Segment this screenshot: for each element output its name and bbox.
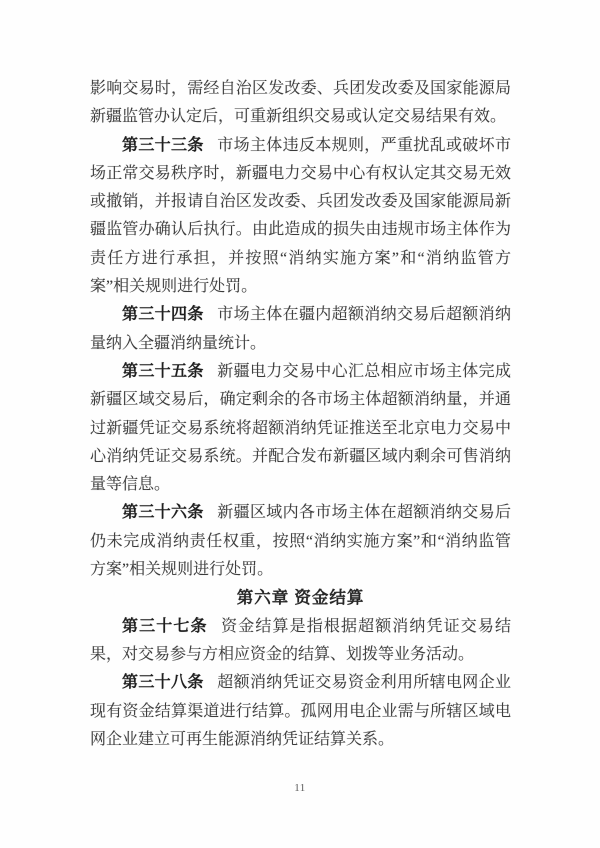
chapter-heading: 第六章 资金结算: [236, 588, 365, 608]
article-34-label: 第三十四条: [122, 306, 204, 324]
article-37-text: 资金结算是指根据超额消纳凭证交易结果，对交易参与方相应资金的结算、划拨等业务活动。: [90, 617, 511, 663]
article-37-label: 第三十七条: [122, 617, 208, 635]
article-36-text: 新疆区域内各市场主体在超额消纳交易后仍未完成消纳责任权重，按照“消纳实施方案”和“消纳监管方案”相关规则进行处罚。: [90, 504, 511, 579]
article-33: [90, 132, 511, 302]
article-35-label: 第三十五条: [122, 362, 204, 380]
article-38-label: 第三十八条: [122, 674, 204, 692]
article-35-text: 新疆电力交易中心汇总相应市场主体完成新疆区域交易后，确定剩余的各市场主体超额消纳量，并通过新疆凭证交易系统将超额消纳凭证推送至北京电力交易中心消纳凭证交易系统。并配合发布新疆区域内剩余可售消纳量等信息。: [90, 362, 511, 494]
article-34: [90, 301, 511, 358]
article-36: [90, 499, 511, 584]
article-35: [90, 358, 511, 499]
page-content: [90, 75, 511, 754]
page-number: 11: [294, 782, 306, 794]
article-38: [90, 669, 511, 754]
article-33-text: 市场主体违反本规则，严重扰乱或破坏市场正常交易秩序时，新疆电力交易中心有权认定其交易无效或撤销，并报请自治区发改委、兵团发改委及国家能源局新疆监管办确认后执行。由此造成的损失由违规市场主体作为责任方进行承担，并按照“消纳实施方案”和“消纳监管方案”相关规则进行处罚。: [90, 136, 511, 296]
article-37: [90, 613, 511, 670]
article-34-text: 市场主体在疆内超额消纳交易后超额消纳量纳入全疆消纳量统计。: [90, 306, 511, 352]
paragraph-continuation: 影响交易时，需经自治区发改委、兵团发改委及国家能源局新疆监管办认定后，可重新组织交易或认定交易结果有效。: [90, 80, 511, 126]
article-38-text: 超额消纳凭证交易资金利用所辖电网企业现有资金结算渠道进行结算。孤网用电企业需与所辖区域电网企业建立可再生能源消纳凭证结算关系。: [90, 674, 511, 748]
article-33-label: 第三十三条: [122, 136, 204, 154]
article-36-label: 第三十六条: [122, 504, 204, 522]
